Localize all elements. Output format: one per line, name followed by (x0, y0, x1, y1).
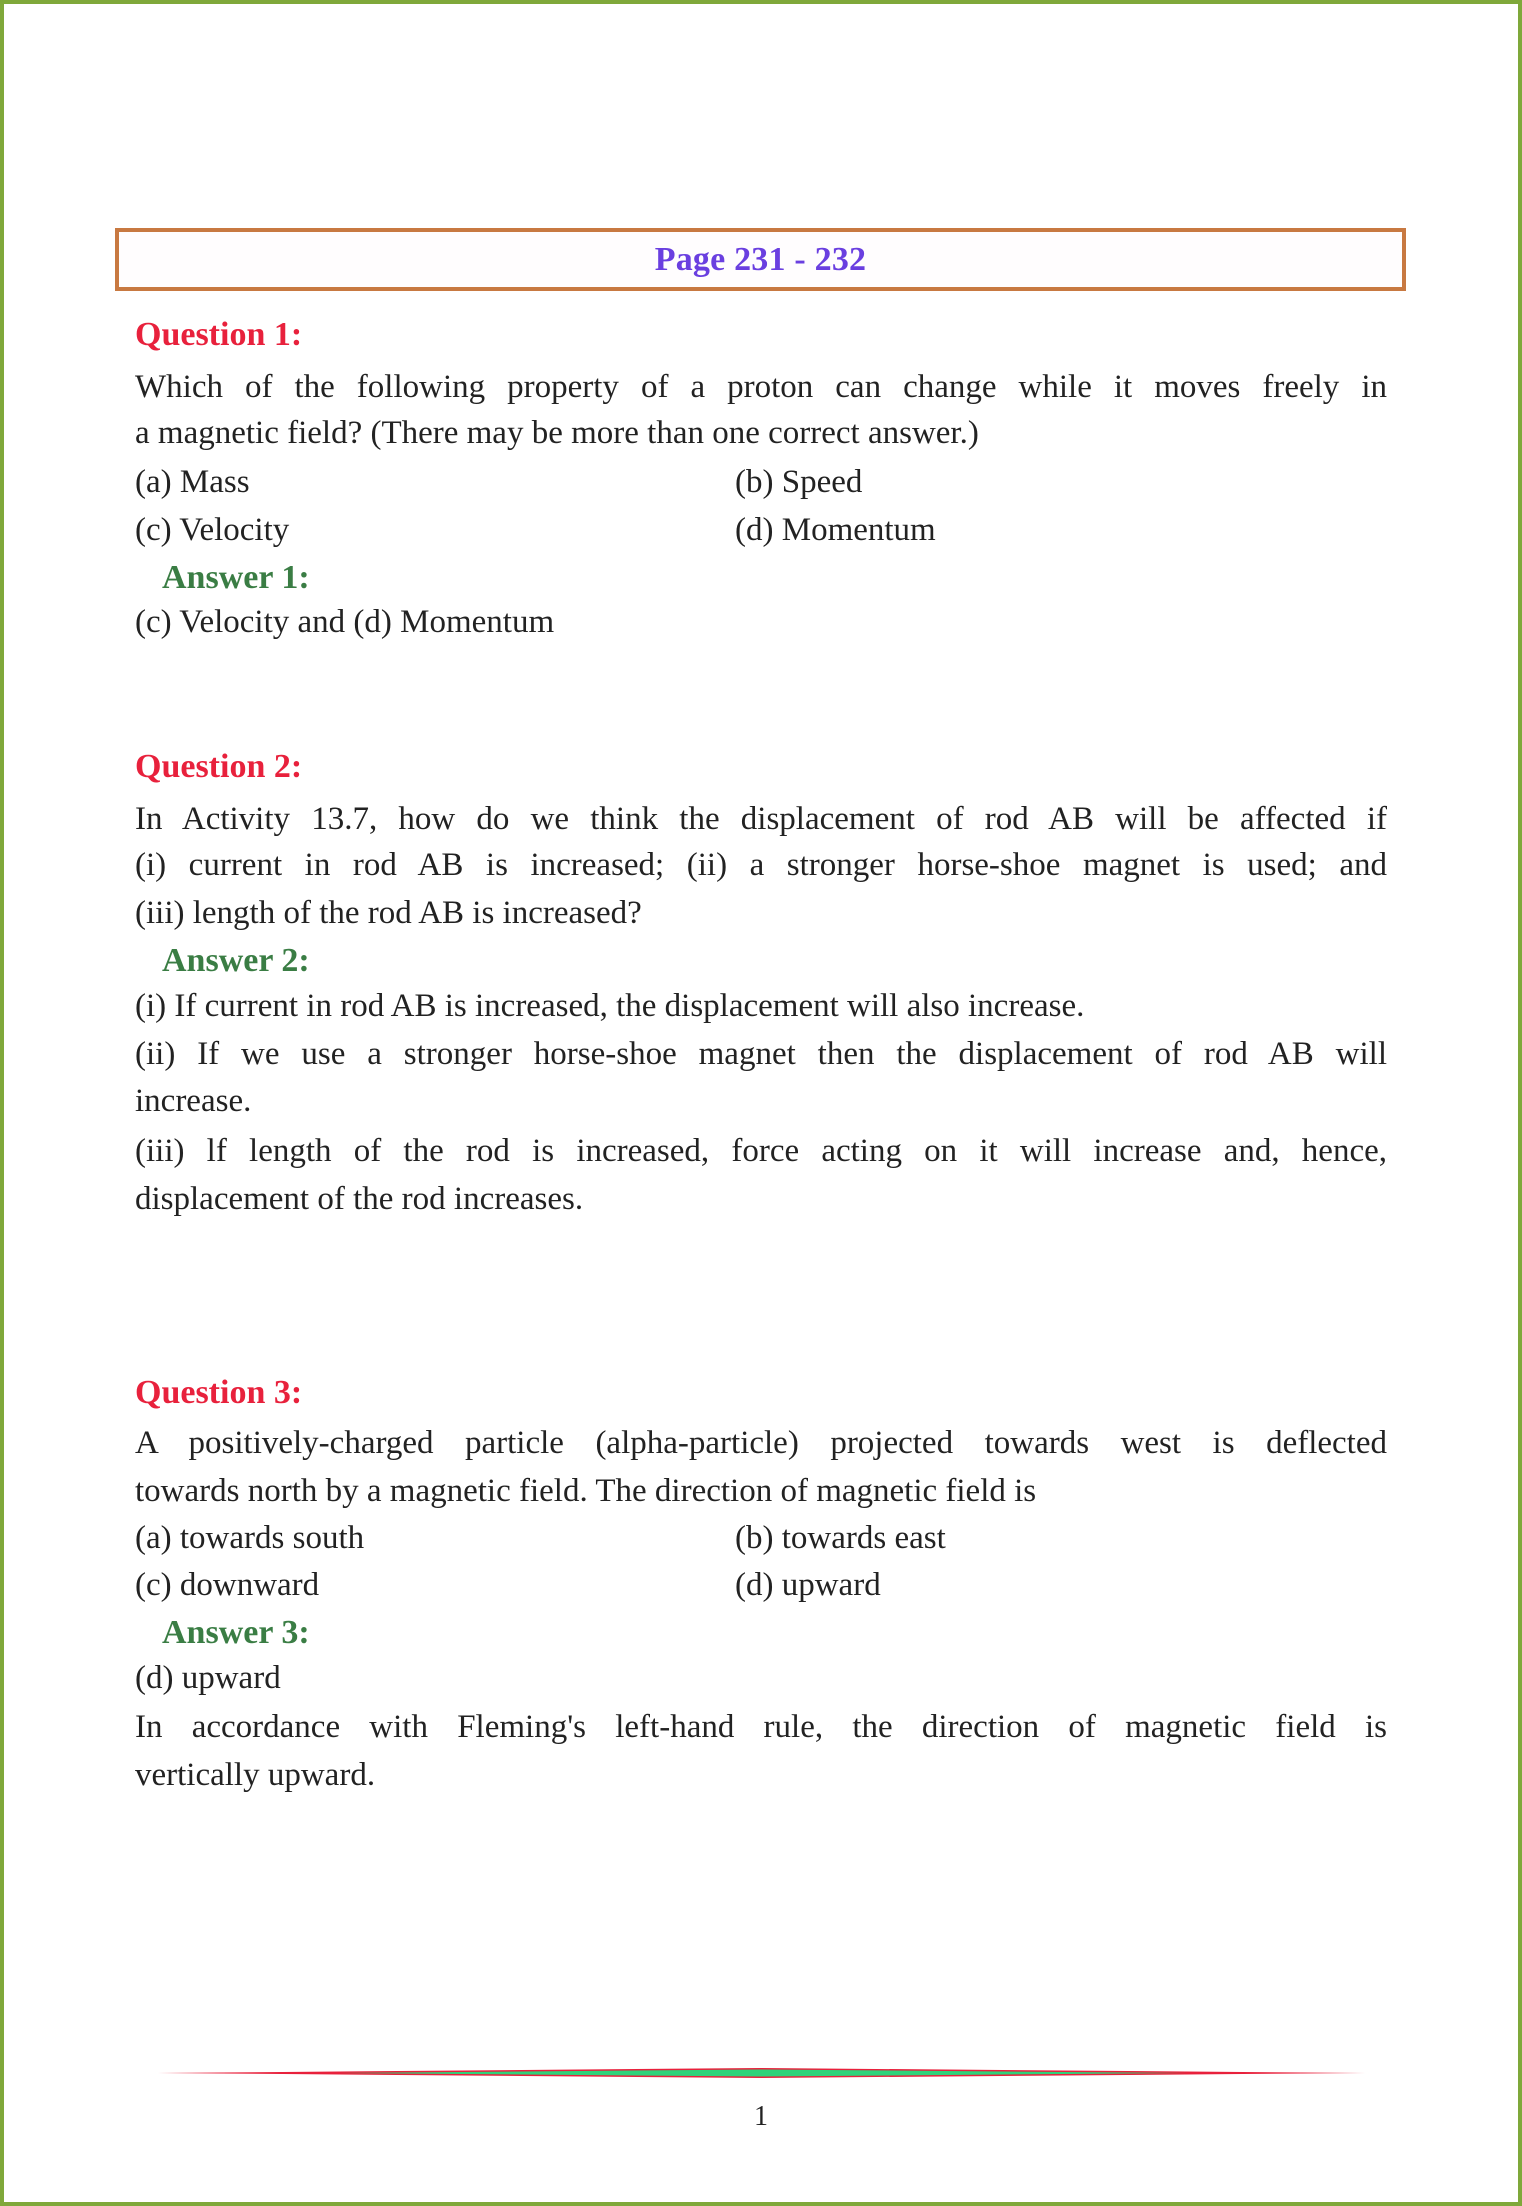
question-1-option-d: (d) Momentum (735, 512, 936, 548)
page-range-title: Page 231 - 232 (654, 240, 867, 278)
answer-3-line-2: In accordance with Fleming's left-hand rule, the direction of magnetic field is (135, 1709, 1387, 1745)
answer-1-heading: Answer 1: (162, 559, 310, 596)
answer-3-line-3: vertically upward. (135, 1757, 376, 1793)
question-1-option-a: (a) Mass (135, 464, 250, 500)
answer-2-line-4: (iii) lf length of the rod is increased, force acting on it will increase and, hence, (135, 1133, 1387, 1169)
question-1-option-b: (b) Speed (735, 464, 863, 500)
question-2-text-line-2: (i) current in rod AB is increased; (ii) a stronger horse-shoe magnet is used; and (135, 847, 1387, 883)
question-3-options-row-2 (135, 1565, 1387, 1605)
question-1-options-row-1 (135, 462, 1387, 502)
page-number: 1 (754, 2101, 768, 2132)
answer-2-line-2: (ii) If we use a stronger horse-shoe magnet then the displacement of rod AB will (135, 1036, 1387, 1072)
answer-2-line-5: displacement of the rod increases. (135, 1181, 584, 1217)
question-3-option-c: (c) downward (135, 1567, 320, 1603)
question-1-heading: Question 1: (135, 316, 303, 353)
question-2-heading: Question 2: (135, 748, 303, 785)
page-range-title-box (115, 228, 1406, 291)
question-1-option-c: (c) Velocity (135, 512, 290, 548)
question-3-option-b: (b) towards east (735, 1520, 946, 1556)
question-1-options-row-2 (135, 510, 1387, 550)
answer-3-heading: Answer 3: (162, 1614, 310, 1651)
footer-divider (158, 2067, 1365, 2079)
answer-1-line-1: (c) Velocity and (d) Momentum (135, 604, 555, 640)
answer-2-line-3: increase. (135, 1083, 252, 1119)
question-2-text-line-1: In Activity 13.7, how do we think the displacement of rod AB will be affected if (135, 801, 1387, 837)
question-3-option-a: (a) towards south (135, 1520, 365, 1556)
question-3-option-d: (d) upward (735, 1567, 881, 1603)
answer-2-line-1: (i) If current in rod AB is increased, the displacement will also increase. (135, 988, 1085, 1024)
question-3-heading: Question 3: (135, 1374, 303, 1411)
question-3-text-line-2: towards north by a magnetic field. The direction of magnetic field is (135, 1473, 1037, 1509)
question-3-options-row-1 (135, 1518, 1387, 1558)
question-1-text-line-1: Which of the following property of a proton can change while it moves freely in (135, 369, 1387, 405)
question-1-text-line-2: a magnetic field? (There may be more than one correct answer.) (135, 415, 979, 451)
answer-3-line-1: (d) upward (135, 1660, 281, 1696)
question-3-text-line-1: A positively-charged particle (alpha-particle) projected towards west is deflected (135, 1425, 1387, 1461)
answer-2-heading: Answer 2: (162, 942, 310, 979)
question-2-text-line-3: (iii) length of the rod AB is increased? (135, 895, 642, 931)
